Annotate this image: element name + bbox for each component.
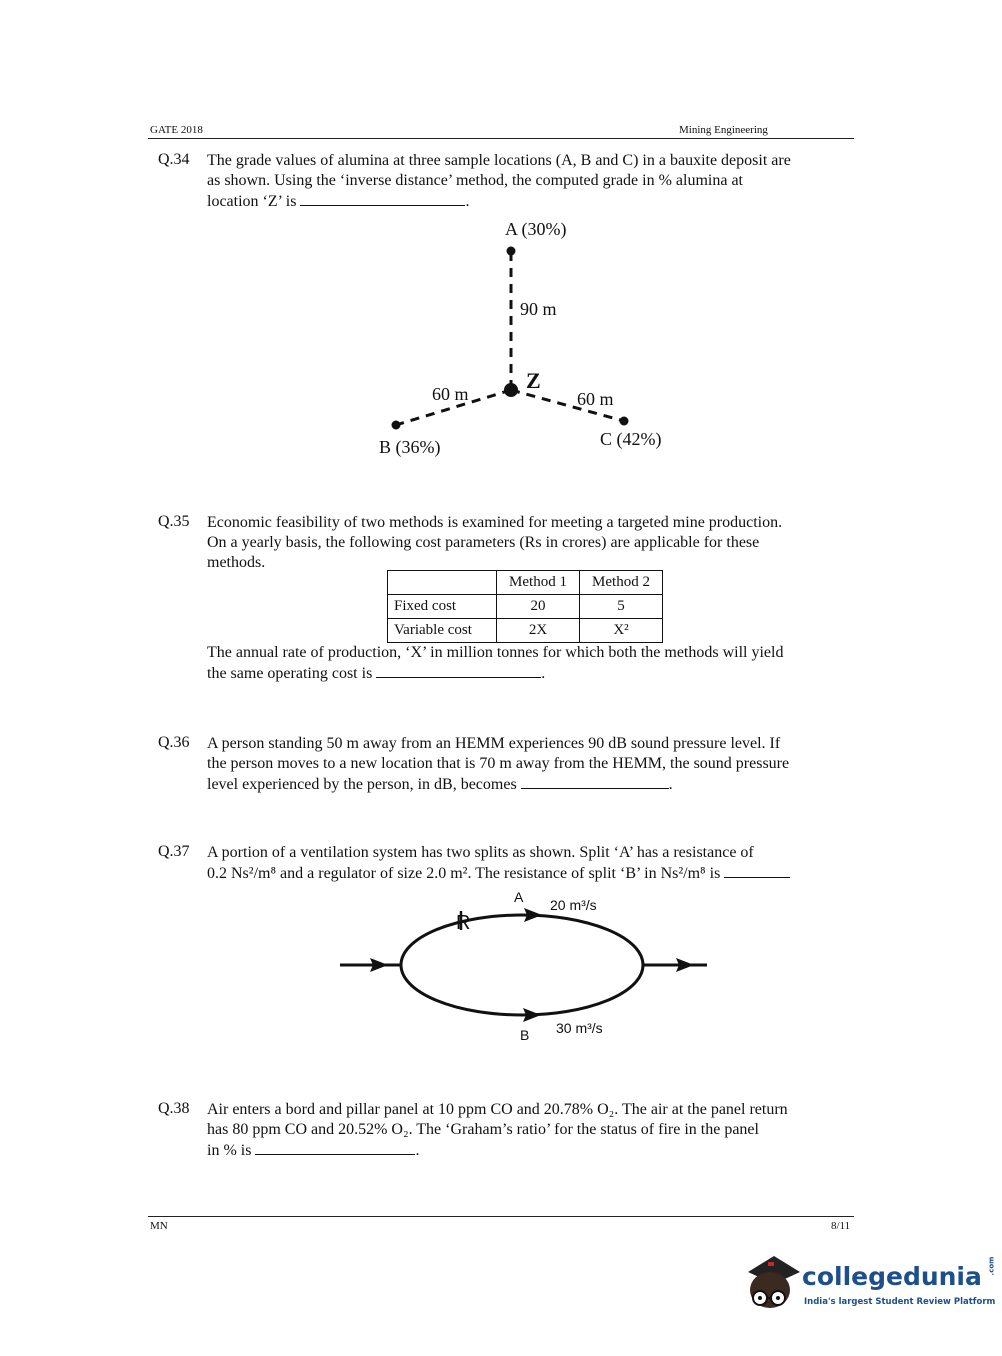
table-header-cell (388, 571, 497, 595)
q37-line: A portion of a ventilation system has two splits as shown. Split ‘A’ has a resistance of (207, 844, 754, 861)
table-row (388, 595, 663, 619)
table-cell: 5 (580, 595, 663, 619)
point-b (392, 421, 401, 430)
logo-suffix: .com (987, 1256, 996, 1276)
header-exam: GATE 2018 (150, 124, 203, 136)
table-header-cell: Method 1 (497, 571, 580, 595)
table-cell: X² (580, 619, 663, 643)
q38-line: Air enters a bord and pillar panel at 10 ppm CO and 20.78% O₂. The air at the panel return (207, 1101, 788, 1118)
q34-line: as shown. Using the ‘inverse distance’ method, the computed grade in % alumina at (207, 172, 743, 189)
q34-number: Q.34 (158, 151, 190, 168)
q38-line: has 80 ppm CO and 20.52% O₂. The ‘Graham’s ratio’ for the status of fire in the panel (207, 1121, 759, 1138)
cost-table (387, 570, 663, 643)
split-a-flow: 20 m³/s (550, 897, 597, 913)
q38-number: Q.38 (158, 1100, 190, 1117)
split-b-flow: 30 m³/s (556, 1020, 603, 1036)
q35-after-text: The annual rate of production, ‘X’ in million tonnes for which both the methods will yield the same operating cost is . (207, 644, 784, 682)
q34-text: The grade values of alumina at three sample locations (A, B and C) in a bauxite deposit are as shown. Using the ‘inverse distance’ method, the computed grade in % alumina at location ‘Z’ is . (207, 152, 791, 210)
point-c (620, 417, 629, 426)
split-a-label: A (514, 889, 524, 905)
label-dist-az: 90 m (520, 299, 557, 319)
q34-figure (0, 0, 1002, 480)
q34-line: location ‘Z’ is (207, 193, 297, 210)
label-z: Z (526, 368, 541, 393)
table-cell: 20 (497, 595, 580, 619)
table-cell: Variable cost (388, 619, 497, 643)
q36-text: A person standing 50 m away from an HEMM experiences 90 dB sound pressure level. If the person moves to a new location that is 70 m away from the HEMM, the sound pressure level experienced by the person, in dB, becomes . (207, 735, 790, 793)
label-b: B (36%) (379, 437, 441, 457)
q36-line: the person moves to a new location that is 70 m away from the HEMM, the sound pressure (207, 755, 790, 772)
q35-line: Economic feasibility of two methods is examined for meeting a targeted mine production. (207, 514, 783, 531)
regulator-label: R (456, 912, 471, 934)
label-a: A (30%) (505, 219, 567, 239)
q35-line: On a yearly basis, the following cost parameters (Rs in crores) are applicable for these (207, 534, 760, 551)
point-z (504, 383, 518, 397)
split-loop (401, 915, 643, 1015)
q34-line: The grade values of alumina at three sample locations (A, B and C) in a bauxite deposit are (207, 152, 791, 169)
q37-line: 0.2 Ns²/m⁸ and a regulator of size 2.0 m². The resistance of split ‘B’ in Ns²/m⁸ is (207, 865, 721, 882)
q37-figure (0, 880, 1002, 1050)
q36-number: Q.36 (158, 734, 190, 751)
collegedunia-logo (742, 1250, 996, 1320)
q37-number: Q.37 (158, 843, 190, 860)
q36-line: A person standing 50 m away from an HEMM experiences 90 dB sound pressure level. If (207, 735, 781, 752)
table-cell: Fixed cost (388, 595, 497, 619)
q35-number: Q.35 (158, 513, 190, 530)
header-subject: Mining Engineering (679, 124, 768, 136)
q35-text (207, 513, 782, 573)
q37-answer-blank (724, 863, 790, 878)
q35-after-line: the same operating cost is (207, 665, 373, 682)
logo-brand: collegedunia (802, 1262, 982, 1291)
split-b-label: B (520, 1027, 530, 1043)
table-header-row (388, 571, 663, 595)
footer-rule (148, 1216, 854, 1217)
label-c: C (42%) (600, 429, 662, 449)
table-cell: 2X (497, 619, 580, 643)
logo-tagline: India's largest Student Review Platform (804, 1297, 996, 1307)
q35-answer-blank (376, 663, 541, 678)
footer-code: MN (150, 1220, 168, 1232)
q36-line: level experienced by the person, in dB, becomes (207, 776, 517, 793)
point-a (507, 247, 516, 256)
q35-after-line: The annual rate of production, ‘X’ in million tonnes for which both the methods will yield (207, 644, 784, 661)
footer-page-number: 8/11 (831, 1220, 851, 1232)
table-header-cell: Method 2 (580, 571, 663, 595)
q37-text (207, 843, 790, 884)
q38-answer-blank (255, 1140, 415, 1155)
q35-line: methods. (207, 554, 266, 571)
q38-line: in % is (207, 1142, 252, 1159)
q38-text: Air enters a bord and pillar panel at 10 ppm CO and 20.78% O₂. The air at the panel return has 80 ppm CO and 20.52% O₂. The ‘Graham’s ratio’ for the status of fire in the panel in % is . (207, 1101, 788, 1159)
mascot-icon (742, 1250, 802, 1316)
label-dist-bz: 60 m (432, 384, 469, 404)
q36-answer-blank (521, 774, 669, 789)
table-row (388, 619, 663, 643)
label-dist-cz: 60 m (577, 389, 614, 409)
